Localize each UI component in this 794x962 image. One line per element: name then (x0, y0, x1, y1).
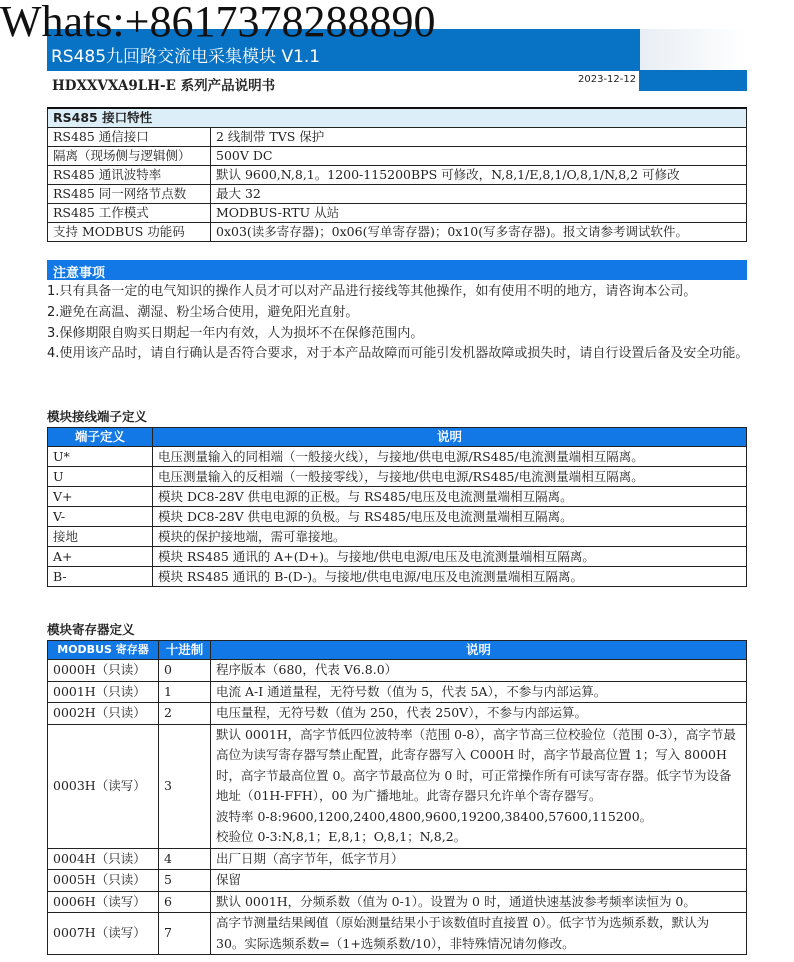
table-row (48, 467, 747, 487)
table-row (48, 891, 747, 913)
register-address: 0001H（只读） (48, 681, 159, 703)
register-decimal: 0 (159, 660, 211, 682)
table-row (48, 681, 747, 703)
desc-line: 电流 A-I 通道量程，无符号数（值为 5，代表 5A），不参与内部运算。 (216, 683, 607, 699)
desc-line: 默认 0001H，分频系数（值为 0-1）。设置为 0 时，通道快速基波参考频率读恒为 0。 (216, 893, 696, 909)
table-row (48, 567, 747, 587)
terminal-name: A+ (48, 547, 153, 567)
table-row (48, 913, 747, 955)
register-address: 0003H（读写） (48, 724, 159, 848)
register-address: 0000H（只读） (48, 660, 159, 682)
table-row (48, 487, 747, 507)
col-header: 十进制 (159, 641, 211, 660)
property-value: 0x03(读多寄存器)；0x06(写单寄存器)；0x10(写多寄存器)。报文请参考调试软件。 (211, 223, 747, 242)
rs485-table (47, 107, 747, 242)
table-row (48, 128, 747, 147)
property-name: RS485 通信接口 (48, 128, 211, 147)
register-desc (211, 848, 747, 870)
terminals-title: 模块接线端子定义 (47, 409, 148, 424)
register-decimal: 1 (159, 681, 211, 703)
register-decimal: 6 (159, 891, 211, 913)
register-address: 0007H（读写） (48, 913, 159, 955)
terminal-desc: 模块 DC8-28V 供电电源的正极。与 RS485/电压及电流测量端相互隔离。 (153, 487, 747, 507)
terminal-name: V- (48, 507, 153, 527)
note-item: 2.避免在高温、潮湿、粉尘场合使用，避免阳光直射。 (47, 304, 359, 320)
notes-title: 注意事项 (47, 260, 747, 280)
col-header: 说明 (211, 641, 747, 660)
col-header: 说明 (153, 428, 747, 447)
table-row (48, 204, 747, 223)
desc-line: 波特率 0-8:9600,1200,2400,4800,9600,19200,38400,57600,115200。 (216, 808, 653, 824)
terminal-desc: 模块 RS485 通讯的 A+(D+)。与接地/供电电源/电压及电流测量端相互隔离。 (153, 547, 747, 567)
note-item: 1.只有具备一定的电气知识的操作人员才可以对产品进行接线等其他操作，如有使用不明的地方，请咨询本公司。 (47, 284, 697, 299)
register-address: 0005H（只读） (48, 870, 159, 892)
table-row (48, 660, 747, 682)
doc-date: 2023-12-12 (578, 74, 637, 85)
col-header: MODBUS 寄存器 (48, 641, 159, 660)
register-desc (211, 703, 747, 725)
register-decimal: 2 (159, 703, 211, 725)
terminal-desc: 模块 RS485 通讯的 B-(D-)。与接地/供电电源/电压及电流测量端相互隔离。 (153, 567, 747, 587)
register-decimal: 5 (159, 870, 211, 892)
header-decoration-block (639, 70, 747, 91)
table-row (48, 185, 747, 204)
table-row (48, 848, 747, 870)
register-address: 0006H（读写） (48, 891, 159, 913)
register-address: 0004H（只读） (48, 848, 159, 870)
property-value: 默认 9600,N,8,1。1200-115200BPS 可修改，N,8,1/E,8,1/O,8,1/N,8,2 可修改 (211, 166, 747, 185)
table-row (48, 724, 747, 848)
terminals-table (47, 427, 747, 587)
notes-list (47, 282, 752, 365)
table-row (48, 703, 747, 725)
desc-line: 高字节测量结果阈值（原始测量结果小于该数值时直接置 0）。低字节为选频系数，默认为 30。实际选频系数=（1+选频系数/10），非特殊情况请勿修改。 (216, 915, 710, 951)
desc-line: 出厂日期（高字节年，低字节月） (216, 850, 404, 866)
register-desc (211, 660, 747, 682)
register-decimal: 7 (159, 913, 211, 955)
doc-title: RS485九回路交流电采集模块 V1.1 (47, 29, 640, 71)
terminal-name: B- (48, 567, 153, 587)
table-row (48, 447, 747, 467)
terminal-desc: 模块的保护接地端，需可靠接地。 (153, 527, 747, 547)
terminal-desc: 电压测量输入的同相端（一般接火线），与接地/供电电源/RS485/电流测量端相互隔离。 (153, 447, 747, 467)
register-desc (211, 913, 747, 955)
header-decoration (640, 29, 747, 71)
terminal-name: 接地 (48, 527, 153, 547)
table-row (48, 527, 747, 547)
col-header: 端子定义 (48, 428, 153, 447)
table-row (48, 547, 747, 567)
registers-title: 模块寄存器定义 (47, 622, 135, 637)
terminal-name: U* (48, 447, 153, 467)
watermark: Whats:+8617378288890 (0, 0, 436, 46)
property-name: RS485 通讯波特率 (48, 166, 211, 185)
property-value: 最大 32 (211, 185, 747, 204)
property-name: RS485 同一网络节点数 (48, 185, 211, 204)
register-desc (211, 724, 747, 848)
desc-line: 程序版本（680，代表 V6.8.0） (216, 662, 398, 677)
terminal-desc: 模块 DC8-28V 供电电源的负极。与 RS485/电压及电流测量端相互隔离。 (153, 507, 747, 527)
table-row (48, 166, 747, 185)
terminal-desc: 电压测量输入的反相端（一般接零线），与接地/供电电源/RS485/电流测量端相互隔离。 (153, 467, 747, 487)
desc-line: 默认 0001H，高字节低四位波特率（范围 0-8），高字节高三位校验位（范围 0-3），高字节最高位为读写寄存器写禁止配置，此寄存器写入 C000H 时，高字节最高位置 1；写入 8000H 时，高字节最高位置 0。高字节最高位为 0 时，可正常操作所有可读写寄存器。低字节为设备地址（01H-FFH），00 为广播地址。此寄存器只允许单个寄存器写。 (216, 726, 736, 803)
register-decimal: 4 (159, 848, 211, 870)
table-row (48, 870, 747, 892)
desc-line: 电压量程，无符号数（值为 250，代表 250V），不参与内部运算。 (216, 705, 587, 720)
terminal-name: V+ (48, 487, 153, 507)
registers-table (47, 640, 747, 955)
register-decimal: 3 (159, 724, 211, 848)
property-name: 隔离（现场侧与逻辑侧） (48, 147, 211, 166)
note-item: 4.使用该产品时，请自行确认是否符合要求，对于本产品故障而可能引发机器故障或损失时，请自行设置后备及安全功能。 (47, 346, 749, 362)
register-desc (211, 870, 747, 892)
rs485-title: RS485 接口特性 (48, 108, 747, 128)
property-name: 支持 MODBUS 功能码 (48, 223, 211, 242)
desc-line: 保留 (216, 872, 242, 887)
register-address: 0002H（只读） (48, 703, 159, 725)
terminal-name: U (48, 467, 153, 487)
property-value: MODBUS-RTU 从站 (211, 204, 747, 223)
property-value: 500V DC (211, 147, 747, 166)
property-value: 2 线制带 TVS 保护 (211, 128, 747, 147)
note-item: 3.保修期限自购买日期起一年内有效，人为损坏不在保修范围内。 (47, 325, 424, 341)
table-row (48, 223, 747, 242)
property-name: RS485 工作模式 (48, 204, 211, 223)
table-row (48, 147, 747, 166)
register-desc (211, 681, 747, 703)
register-desc (211, 891, 747, 913)
desc-line: 校验位 0-3:N,8,1；E,8,1；O,8,1；N,8,2。 (216, 829, 467, 844)
table-row (48, 507, 747, 527)
doc-subtitle: HDXXVXA9LH-E 系列产品说明书 (52, 78, 276, 94)
